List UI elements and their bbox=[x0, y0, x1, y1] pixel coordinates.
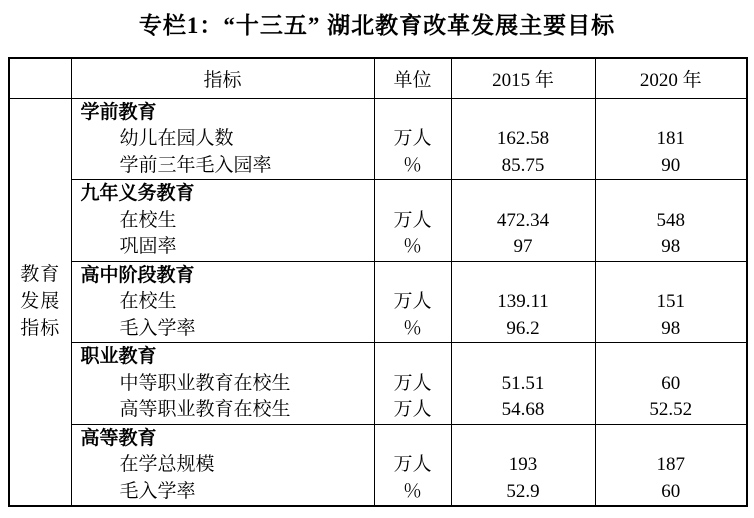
group-title: 学前教育 bbox=[80, 101, 157, 123]
value-2020: 52.52 bbox=[649, 399, 693, 420]
value-2015: 472.34 bbox=[496, 209, 550, 231]
table-row-preschool bbox=[9, 98, 747, 180]
value-2015-cell bbox=[451, 424, 595, 506]
indicator-item: 学前三年毛入园率 bbox=[119, 154, 272, 176]
value-2015: 97 bbox=[513, 236, 533, 257]
value-2020: 181 bbox=[656, 128, 685, 149]
value-blank-line bbox=[596, 262, 747, 290]
value-2020: 151 bbox=[656, 291, 685, 312]
side-label-line: 指标 bbox=[20, 318, 61, 340]
value-2015-cell bbox=[451, 343, 595, 425]
table-row-vocational-education bbox=[9, 343, 747, 425]
indicator-cell bbox=[71, 424, 374, 506]
value-2015-cell bbox=[451, 261, 595, 343]
unit-value: 万人 bbox=[393, 128, 432, 149]
value-2020-cell bbox=[595, 343, 747, 425]
header-corner-empty-cell bbox=[9, 58, 71, 98]
indicator-item: 毛入学率 bbox=[119, 480, 196, 502]
indicator-cell bbox=[71, 98, 374, 180]
side-label-line: 发展 bbox=[20, 291, 61, 313]
unit-value: 万人 bbox=[393, 454, 432, 475]
unit-cell bbox=[374, 343, 451, 425]
value-blank-line bbox=[452, 180, 595, 208]
value-2020: 90 bbox=[661, 154, 681, 176]
education-targets-table bbox=[8, 57, 748, 507]
indicator-cell bbox=[71, 261, 374, 343]
unit-blank-line bbox=[375, 343, 451, 371]
table-header-row bbox=[9, 58, 747, 98]
value-2020: 187 bbox=[656, 454, 685, 475]
unit-value: ％ bbox=[402, 480, 422, 502]
unit-cell bbox=[374, 424, 451, 506]
value-2020: 98 bbox=[661, 236, 681, 257]
value-blank-line bbox=[452, 99, 595, 127]
unit-blank-line bbox=[375, 180, 451, 208]
group-title: 九年义务教育 bbox=[80, 183, 195, 204]
side-label-line: 教育 bbox=[20, 264, 61, 286]
indicator-item: 毛入学率 bbox=[119, 317, 196, 339]
side-label-education-development-indicators bbox=[9, 98, 71, 506]
value-2015: 51.51 bbox=[501, 372, 545, 394]
unit-value: 万人 bbox=[393, 209, 432, 231]
indicator-cell bbox=[71, 180, 374, 262]
unit-value: 万人 bbox=[393, 372, 432, 394]
unit-cell bbox=[374, 180, 451, 262]
value-2015: 193 bbox=[508, 454, 538, 475]
value-2015: 96.2 bbox=[506, 317, 540, 339]
indicator-cell bbox=[71, 343, 374, 425]
value-2015: 52.9 bbox=[506, 480, 540, 502]
value-2020-cell bbox=[595, 98, 747, 180]
value-2015: 139.11 bbox=[497, 291, 549, 312]
value-2020-cell bbox=[595, 261, 747, 343]
value-2020-cell bbox=[595, 424, 747, 506]
value-blank-line bbox=[452, 262, 595, 290]
page-title: 专栏1：“十三五” 湖北教育改革发展主要目标 bbox=[138, 13, 616, 38]
value-blank-line bbox=[596, 425, 747, 453]
unit-blank-line bbox=[375, 425, 451, 453]
indicator-item: 在校生 bbox=[119, 291, 177, 312]
indicator-item: 幼儿在园人数 bbox=[119, 128, 234, 149]
indicator-item: 在学总规模 bbox=[119, 454, 215, 475]
table-row-compulsory-education bbox=[9, 180, 747, 262]
indicator-item: 巩固率 bbox=[119, 236, 177, 257]
unit-blank-line bbox=[375, 99, 451, 127]
unit-cell bbox=[374, 98, 451, 180]
value-2020: 98 bbox=[661, 317, 681, 339]
value-blank-line bbox=[596, 99, 747, 127]
value-blank-line bbox=[596, 343, 747, 371]
unit-cell bbox=[374, 261, 451, 343]
unit-value: ％ bbox=[402, 236, 422, 257]
header-indicator: 指标 bbox=[71, 58, 374, 98]
indicator-item: 中等职业教育在校生 bbox=[119, 372, 291, 394]
value-2015: 162.58 bbox=[496, 128, 550, 149]
group-title: 职业教育 bbox=[80, 346, 157, 367]
group-title: 高等教育 bbox=[80, 427, 157, 449]
header-year-2020: 2020 年 bbox=[595, 58, 747, 98]
value-2020: 60 bbox=[661, 372, 681, 394]
unit-blank-line bbox=[375, 262, 451, 290]
group-title: 高中阶段教育 bbox=[80, 264, 195, 286]
unit-value: 万人 bbox=[393, 291, 432, 312]
value-blank-line bbox=[596, 180, 747, 208]
table-row-higher-education bbox=[9, 424, 747, 506]
header-year-2015: 2015 年 bbox=[451, 58, 595, 98]
value-2015: 54.68 bbox=[501, 399, 545, 420]
unit-value: ％ bbox=[402, 154, 422, 176]
indicator-item: 高等职业教育在校生 bbox=[119, 399, 291, 420]
unit-value: 万人 bbox=[393, 399, 432, 420]
value-blank-line bbox=[452, 343, 595, 371]
value-blank-line bbox=[452, 425, 595, 453]
value-2020: 60 bbox=[661, 480, 681, 502]
table-row-high-school bbox=[9, 261, 747, 343]
header-unit: 单位 bbox=[374, 58, 451, 98]
unit-value: ％ bbox=[402, 317, 422, 339]
indicator-item: 在校生 bbox=[119, 209, 177, 231]
value-2015-cell bbox=[451, 180, 595, 262]
value-2015-cell bbox=[451, 98, 595, 180]
value-2020: 548 bbox=[656, 209, 685, 231]
value-2015: 85.75 bbox=[501, 154, 545, 176]
value-2020-cell bbox=[595, 180, 747, 262]
